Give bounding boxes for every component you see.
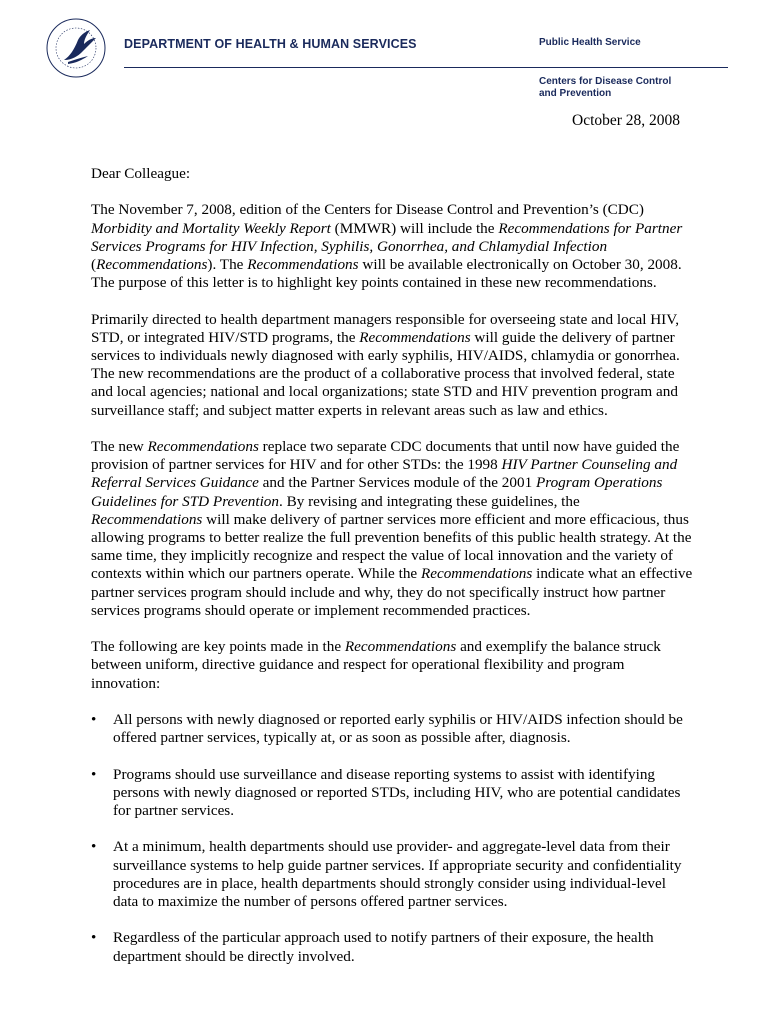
list-item — [91, 711, 694, 747]
p3-recommendations-ref: Recommendations — [147, 438, 259, 455]
office-name-line2: and Prevention — [539, 88, 612, 99]
paragraph-replacement — [91, 438, 694, 620]
bullet-icon: • — [91, 838, 97, 856]
p1-recommendations-ref: Recommendations — [247, 256, 359, 273]
bullet-icon: • — [91, 929, 97, 947]
p3-text-c: replace two separate CDC documents that until now have guided the provision of partner services for HIV and for other STDs: the 1998 — [91, 438, 680, 474]
salutation: Dear Colleague: — [91, 165, 191, 182]
list-item — [91, 766, 694, 821]
p2-text-c: will guide the delivery of partner services to individuals newly diagnosed with early syphilis, HIV/AIDS, chlamydia or gonorrhea. The new recommendations are the product of a collaborative process that involved federal, state and local agencies; national and local organizations; state STD and HIV prevention program and surveillance staff; and subject matter experts in relevant areas such as law and ethics. — [91, 328, 680, 419]
service-name: Public Health Service — [539, 37, 641, 48]
p3-recommendations-ref-3: Recommendations — [420, 565, 533, 583]
p3-text-e: and the Partner Services module of the 2001 — [258, 474, 536, 492]
p3-recommendations-ref-2: Recommendations — [91, 510, 203, 528]
p1-text-i: will be available electronically on October 30, 2008. The purpose of this letter is to highlight key points contained in these new recommendations. — [91, 256, 682, 292]
p1-text-a: The November 7, 2008, edition of the Centers for Disease Control and Prevention’s (CDC) — [91, 201, 644, 219]
letter-body — [91, 165, 694, 984]
p2-recommendations-ref: Recommendations — [359, 328, 471, 346]
hhs-eagle-seal-icon — [44, 16, 108, 80]
list-item-text: Regardless of the particular approach used to notify partners of their exposure, the health department should be directly involved. — [113, 929, 654, 965]
p4-text-c: and exemplify the balance struck between uniform, directive guidance and respect for operational flexibility and program innovation: — [91, 638, 661, 692]
p1-text-e: ( — [91, 256, 97, 273]
p4-recommendations-ref: Recommendations — [344, 638, 457, 656]
p1-recommendations-short: Recommendations — [96, 256, 208, 273]
p3-guidelines-title: Program Operations Guidelines for STD Prevention — [91, 474, 663, 510]
list-item — [91, 929, 694, 965]
list-item-text: All persons with newly diagnosed or reported early syphilis or HIV/AIDS infection should be offered partner services, typically at, or as soon as possible after, diagnosis. — [113, 711, 683, 747]
bullet-icon: • — [91, 711, 97, 729]
p1-text-g: ). The — [207, 256, 248, 273]
p1-text-c: (MMWR) will include the — [330, 219, 499, 237]
key-points-list — [91, 711, 694, 966]
p3-guidance-title: HIV Partner Counseling and Referral Services Guidance — [91, 456, 678, 492]
office-name-line1: Centers for Disease Control — [539, 76, 672, 87]
list-item-text: At a minimum, health departments should use provider- and aggregate-level data from their surveillance systems to help guide partner services. If appropriate security and confidentiality procedures are in place, health departments should strongly consider using individual-level data to maximize the number of persons offered partner services. — [113, 838, 682, 911]
p1-recommendations-title: Recommendations for Partner Services Programs for HIV Infection, Syphilis, Gonorrhea, and Chlamydial Infection — [91, 219, 683, 255]
letterhead-divider — [124, 67, 728, 68]
list-item — [91, 838, 694, 911]
paragraph-key-points-intro — [91, 638, 694, 693]
p3-text-a: The new — [91, 438, 148, 455]
p4-text-a: The following are key points made in the — [91, 638, 345, 656]
p3-text-g: . By revising and integrating these guidelines, the — [279, 492, 580, 510]
p3-text-k: indicate what an effective partner services program should include and why, they do not specifically instruct how partner services programs should operate or implement recommended practices. — [91, 565, 693, 619]
p3-text-i: will make delivery of partner services more efficient and more efficacious, thus allowing programs to better realize the full prevention benefits of this public health strategy. At the same time, they implicitly recognize and respect the value of local innovation and the variety of contexts within which our partners operate. While the — [91, 510, 692, 583]
paragraph-audience — [91, 311, 694, 420]
p1-mmwr-title: Morbidity and Mortality Weekly Report — [91, 219, 331, 237]
letter-date: October 28, 2008 — [572, 112, 681, 129]
bullet-icon: • — [91, 765, 97, 783]
paragraph-intro — [91, 201, 694, 292]
list-item-text: Programs should use surveillance and disease reporting systems to assist with identifying persons with newly diagnosed or reported STDs, including HIV, who are potential candidates for partner services. — [113, 765, 681, 820]
office-name — [539, 76, 671, 100]
p2-text-a: Primarily directed to health department managers responsible for overseeing state and local HIV, STD, or integrated HIV/STD programs, the — [91, 310, 680, 346]
agency-name: DEPARTMENT OF HEALTH & HUMAN SERVICES — [124, 37, 417, 51]
